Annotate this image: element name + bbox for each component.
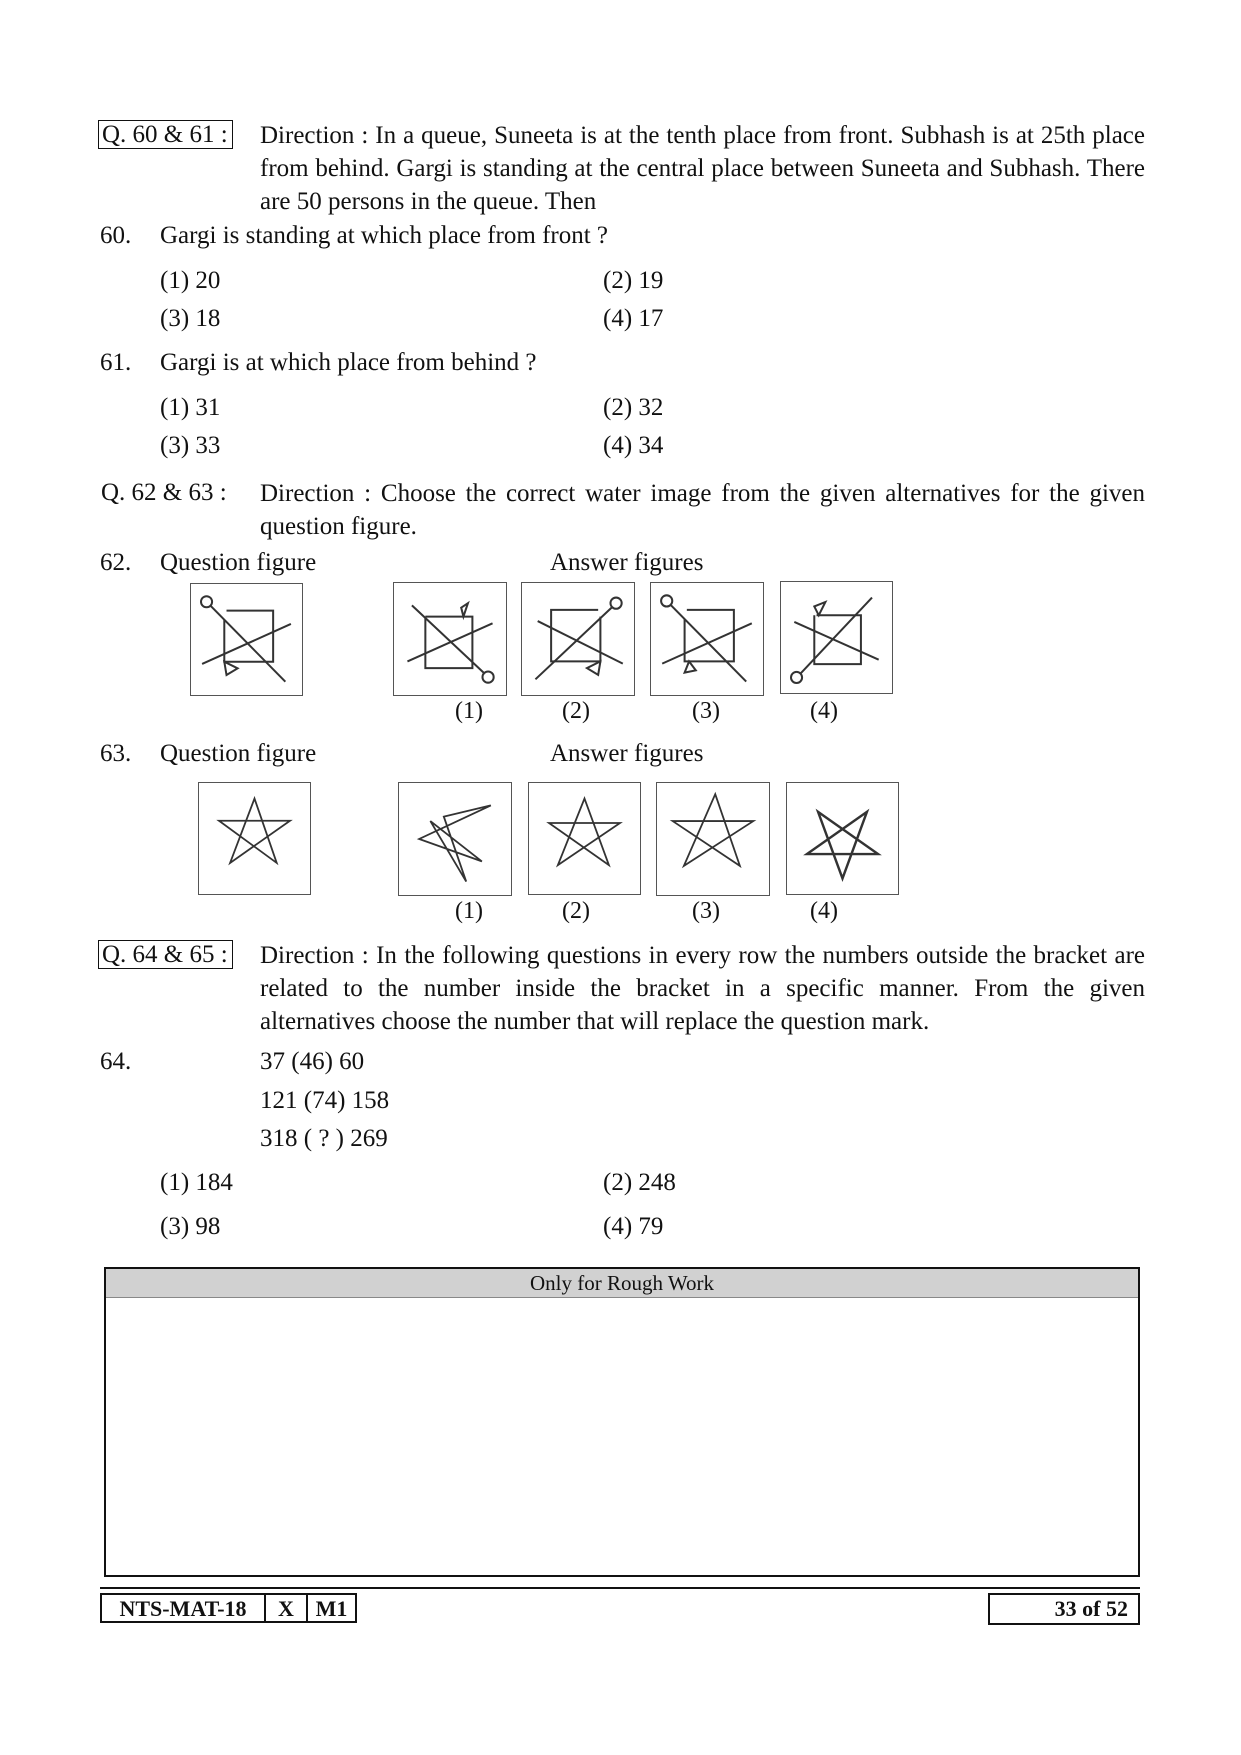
q62-option-label-4: (4) [810, 698, 838, 724]
footer-class: X [264, 1593, 308, 1623]
footer-set: M1 [306, 1593, 357, 1623]
q63-option-label-1: (1) [455, 898, 483, 924]
q60-option-3: (3) 18 [160, 305, 221, 332]
q61-option-2: (2) 32 [603, 394, 664, 421]
q62-answer-figure-2[interactable] [521, 582, 635, 696]
q62-question-figure [190, 583, 303, 696]
q63-answer-figure-1[interactable] [398, 782, 512, 896]
footer-divider [100, 1587, 1140, 1589]
question-number-60: 60. [100, 222, 132, 249]
q64-option-1: (1) 184 [160, 1169, 233, 1196]
q61-option-4: (4) 34 [603, 432, 664, 459]
q63-answer-figure-3[interactable] [656, 782, 770, 896]
q64-row-3: 318 ( ? ) 269 [260, 1125, 388, 1152]
q64-option-2: (2) 248 [603, 1169, 676, 1196]
rough-work-title: Only for Rough Work [106, 1269, 1138, 1298]
rough-work-box [104, 1267, 1140, 1577]
direction-label-62-63: Q. 62 & 63 : [101, 479, 227, 506]
q62-option-label-1: (1) [455, 698, 483, 724]
q61-option-1: (1) 31 [160, 394, 221, 421]
question-number-62: 62. [100, 549, 132, 576]
footer-page-number: 33 of 52 [988, 1593, 1140, 1625]
q64-option-4: (4) 79 [603, 1213, 664, 1240]
direction-label-60-61: Q. 60 & 61 : [98, 120, 233, 149]
q62-option-label-2: (2) [562, 698, 590, 724]
answer-figures-label-63: Answer figures [550, 740, 704, 767]
q63-option-label-4: (4) [810, 898, 838, 924]
q60-option-1: (1) 20 [160, 267, 221, 294]
question-number-63: 63. [100, 740, 132, 767]
question-number-61: 61. [100, 349, 132, 376]
footer-test-code: NTS-MAT-18 [100, 1593, 266, 1623]
q63-answer-figure-2[interactable] [528, 782, 641, 895]
question-text-60: Gargi is standing at which place from front ? [160, 222, 609, 249]
direction-text-62-63: Direction : Choose the correct water image from the given alternatives for the given question figure. [260, 480, 1145, 540]
q61-option-3: (3) 33 [160, 432, 221, 459]
q62-answer-figure-3[interactable] [650, 582, 764, 696]
question-text-61: Gargi is at which place from behind ? [160, 349, 537, 376]
direction-text-60-61: Direction : In a queue, Suneeta is at the tenth place from front. Subhash is at 25th place from behind. Gargi is standing at the central place between Suneeta and Subhash. There are 50 persons in the queue. Then [260, 122, 1145, 215]
q63-answer-figure-4[interactable] [786, 782, 899, 895]
q60-option-2: (2) 19 [603, 267, 664, 294]
q64-row-2: 121 (74) 158 [260, 1087, 390, 1114]
question-figure-label-62: Question figure [160, 549, 317, 576]
q60-option-4: (4) 17 [603, 305, 664, 332]
q63-question-figure [198, 782, 311, 895]
q64-option-3: (3) 98 [160, 1213, 221, 1240]
question-figure-label-63: Question figure [160, 740, 317, 767]
q62-answer-figure-1[interactable] [393, 582, 507, 696]
q63-option-label-3: (3) [692, 898, 720, 924]
q64-row-1: 37 (46) 60 [260, 1048, 365, 1075]
direction-label-64-65: Q. 64 & 65 : [98, 940, 233, 969]
q63-option-label-2: (2) [562, 898, 590, 924]
q62-answer-figure-4[interactable] [780, 581, 893, 694]
direction-text-64-65: Direction : In the following questions in every row the numbers outside the bracket are related to the number inside the bracket in a specific manner. From the given alternatives choose the number that will replace the question mark. [260, 942, 1145, 1035]
q62-option-label-3: (3) [692, 698, 720, 724]
answer-figures-label-62: Answer figures [550, 549, 704, 576]
question-number-64: 64. [100, 1048, 132, 1075]
